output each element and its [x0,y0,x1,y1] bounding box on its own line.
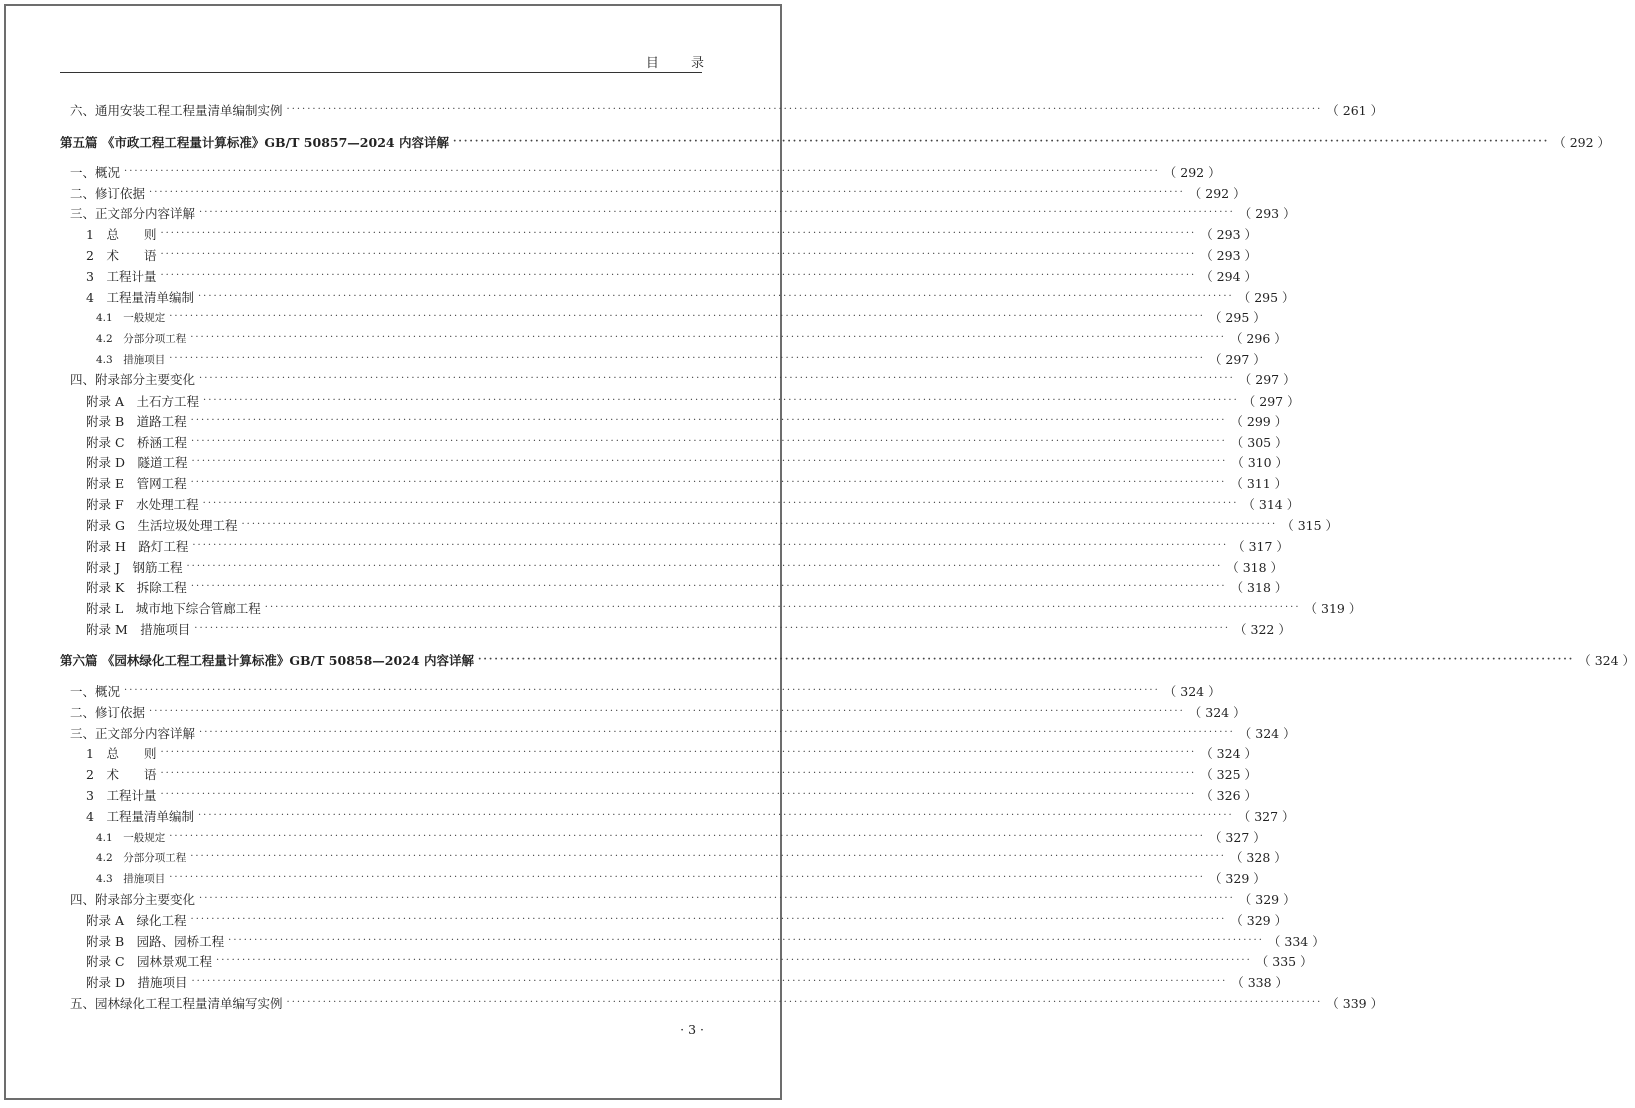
toc-leader-dots: ········································································································································································································ [160,789,1197,800]
toc-entry-page: （ 338 ） [1231,975,1289,990]
toc-leader-dots: ········································································································································································································ [190,581,1227,592]
toc-entry-page: （ 329 ） [1238,892,1296,907]
toc-leader-dots: ········································································································································································································ [191,456,1228,467]
toc-entry-title: 附录 E 管网工程 [86,476,187,491]
toc-entry-title: 3 工程计量 [86,269,157,284]
toc-entry-page: （ 328 ） [1229,850,1287,865]
toc-entry-title: 二、修订依据 [70,705,146,720]
toc-entry-page: （ 329 ） [1208,871,1266,886]
toc-entry[interactable] [0,785,1258,805]
toc-entry[interactable] [0,577,1288,597]
toc-entry-title: 附录 D 隧道工程 [86,455,188,470]
toc-entry[interactable] [0,557,1284,577]
toc-entry[interactable] [0,889,1296,909]
toc-entry-page: （ 327 ） [1237,809,1295,824]
toc-leader-dots: ········································································································································································································ [192,540,1229,551]
toc-entry-title: 4.3 措施项目 [96,353,166,366]
toc-entry-title: 附录 K 拆除工程 [86,580,187,595]
toc-entry-page: （ 324 ） [1200,746,1258,761]
toc-entry-page: （ 297 ） [1208,352,1266,367]
toc-entry[interactable] [0,743,1258,763]
toc-entry-title: 3 工程计量 [86,788,157,803]
toc-entry-page: （ 318 ） [1226,560,1284,575]
toc-entry[interactable] [0,993,1384,1013]
toc-entry-title: 附录 H 路灯工程 [86,539,189,554]
toc-entry-page: （ 310 ） [1231,455,1289,470]
toc-entry-page: （ 319 ） [1304,601,1362,616]
toc-entry-title: 2 术 语 [86,248,157,263]
toc-entry-page: （ 327 ） [1208,830,1266,845]
toc-entry[interactable] [0,764,1258,784]
toc-entry-title: 4.2 分部分项工程 [96,851,187,864]
toc-leader-dots: ········································································································································································································ [186,561,1223,572]
toc-leader-dots: ········································································································································································································ [228,935,1264,946]
toc-entry[interactable] [0,266,1258,286]
toc-entry[interactable] [0,328,1287,348]
toc-entry[interactable] [0,473,1288,493]
toc-entry[interactable] [0,287,1295,307]
toc-entry-title: 附录 C 园林景观工程 [86,954,213,969]
toc-entry-title: 4.3 措施项目 [96,872,166,885]
toc-leader-dots: ········································································································································································································ [160,747,1197,758]
toc-leader-dots: ········································································································································································································ [160,270,1197,281]
toc-entry-title: 四、附录部分主要变化 [70,892,196,907]
toc-entry-page: （ 305 ） [1230,435,1288,450]
toc-entry-page: （ 317 ） [1232,539,1289,554]
toc-leader-dots: ········································································································································································································ [190,914,1227,925]
toc-entry[interactable] [0,806,1295,826]
toc-entry-title: 附录 F 水处理工程 [86,497,199,512]
toc-entry[interactable] [0,681,1221,701]
toc-entry-title: 三、正文部分内容详解 [70,206,196,221]
toc-entry[interactable] [0,100,1384,120]
toc-leader-dots: ········································································································································································································ [477,654,1575,665]
toc-entry-page: （ 334 ） [1267,934,1325,949]
toc-entry-page: （ 329 ） [1230,913,1288,928]
toc-leader-dots: ········································································································································································································ [190,332,1226,343]
toc-entry-title: 三、正文部分内容详解 [70,726,196,741]
toc-entry[interactable] [0,598,1362,618]
toc-entry[interactable] [0,494,1300,514]
toc-leader-dots: ········································································································································································································ [197,291,1234,302]
toc-entry[interactable] [0,827,1266,847]
toc-entry-title: 二、修订依据 [70,186,146,201]
toc-entry[interactable] [0,349,1266,369]
toc-entry-title: 附录 M 措施项目 [86,622,191,637]
toc-entry-page: （ 295 ） [1208,310,1266,325]
toc-entry-page: （ 339 ） [1326,996,1384,1011]
toc-leader-dots: ········································································································································································································ [191,436,1227,447]
toc-entry[interactable] [0,515,1339,535]
toc-entry-title: 一、概况 [70,684,121,699]
toc-entry[interactable] [0,224,1258,244]
toc-leader-dots: ········································································································································································································ [190,477,1227,488]
toc-leader-dots: ········································································································································································································ [203,395,1239,406]
toc-leader-dots: ········································································································································································································ [124,166,1160,177]
toc-entry-page: （ 293 ） [1238,206,1296,221]
toc-entry-page: （ 324 ） [1188,705,1246,720]
toc-entry-title: 附录 A 绿化工程 [86,913,187,928]
toc-leader-dots: ········································································································································································································ [160,249,1197,260]
toc-entry[interactable] [0,162,1221,182]
toc-entry-title: 4.1 一般规定 [96,311,166,324]
toc-entry-title: 4 工程量清单编制 [86,809,194,824]
toc-entry[interactable] [0,972,1289,992]
toc-leader-dots: ········································································································································································································ [160,768,1197,779]
toc-leader-dots: ········································································································································································································ [216,955,1252,966]
toc-entry-title: 四、附录部分主要变化 [70,372,196,387]
toc-leader-dots: ········································································································································································································ [169,872,1205,883]
toc-entry[interactable] [0,619,1291,639]
toc-leader-dots: ········································································································································································································ [199,207,1235,218]
toc-entry[interactable] [0,536,1289,556]
toc-entry-title: 附录 L 城市地下综合管廊工程 [86,601,261,616]
toc-leader-dots: ········································································································································································································ [199,727,1235,738]
toc-entry[interactable] [0,723,1296,743]
toc-leader-dots: ········································································································································································································ [191,976,1228,987]
toc-leader-dots: ········································································································································································································ [202,498,1239,509]
toc-entry-page: （ 325 ） [1200,767,1258,782]
toc-entry-title: 附录 B 道路工程 [86,414,187,429]
toc-entry-title: 4.1 一般规定 [96,831,166,844]
toc-entry-title: 六、通用安装工程工程量清单编制实例 [70,103,283,118]
toc-entry-page: （ 335 ） [1255,954,1313,969]
toc-entry-page: （ 294 ） [1200,269,1258,284]
toc-entry-title: 附录 G 生活垃圾处理工程 [86,518,238,533]
toc-entry[interactable] [0,650,1635,670]
toc-leader-dots: ········································································································································································································ [452,136,1550,147]
toc-entry-page: （ 324 ） [1163,684,1221,699]
toc-entry-page: （ 314 ） [1242,497,1300,512]
toc-leader-dots: ········································································································································································································ [190,851,1226,862]
toc-entry[interactable] [0,391,1300,411]
toc-leader-dots: ········································································································································································································ [160,228,1197,239]
toc-leader-dots: ········································································································································································································ [169,311,1205,322]
toc-entry-title: 第六篇 《园林绿化工程工程量计算标准》GB/T 50858—2024 内容详解 [60,653,474,668]
toc-entry[interactable] [0,183,1246,203]
toc-leader-dots: ········································································································································································································ [286,104,1323,115]
header-title: 目 录 [645,56,718,71]
toc-entry[interactable] [0,868,1266,888]
toc-entry-page: （ 292 ） [1553,135,1611,150]
toc-entry[interactable] [0,847,1287,867]
toc-entry-page: （ 261 ） [1326,103,1384,118]
toc-entry-title: 附录 B 园路、园桥工程 [86,934,225,949]
toc-entry-page: （ 324 ） [1578,653,1635,668]
toc-leader-dots: ········································································································································································································ [169,353,1205,364]
toc-entry-page: （ 318 ） [1230,580,1288,595]
toc-entry-title: 附录 A 土石方工程 [86,394,200,409]
toc-entry[interactable] [0,910,1288,930]
toc-entry-page: （ 296 ） [1229,331,1287,346]
toc-entry-page: （ 293 ） [1200,227,1258,242]
toc-entry-title: 第五篇 《市政工程工程量计算标准》GB/T 50857—2024 内容详解 [60,135,449,150]
toc-entry-title: 4.2 分部分项工程 [96,332,187,345]
toc-leader-dots: ········································································································································································································ [190,415,1227,426]
toc-leader-dots: ········································································································································································································ [241,519,1278,530]
toc-entry-title: 1 总 则 [86,746,157,761]
toc-leader-dots: ········································································································································································································ [169,831,1205,842]
toc-entry-title: 2 术 语 [86,767,157,782]
toc-entry[interactable] [0,702,1246,722]
toc-entry-page: （ 326 ） [1200,788,1258,803]
toc-entry[interactable] [0,951,1313,971]
toc-leader-dots: ········································································································································································································ [264,602,1301,613]
toc-entry-page: （ 295 ） [1237,290,1295,305]
toc-leader-dots: ········································································································································································································ [197,810,1234,821]
toc-entry-title: 4 工程量清单编制 [86,290,194,305]
toc-entry-title: 五、园林绿化工程工程量清单编写实例 [70,996,283,1011]
toc-entry-page: （ 297 ） [1238,372,1296,387]
toc-entry-page: （ 311 ） [1230,476,1288,491]
toc-entry-title: 1 总 则 [86,227,157,242]
toc-entry-page: （ 324 ） [1238,726,1296,741]
toc-entry-page: （ 299 ） [1230,414,1288,429]
toc-entry[interactable] [0,432,1288,452]
toc-entry[interactable] [0,132,1611,152]
toc-entry[interactable] [0,452,1289,472]
toc-entry[interactable] [0,931,1325,951]
toc-entry-page: （ 293 ） [1200,248,1258,263]
toc-entry-title: 附录 C 桥涵工程 [86,435,188,450]
toc-entry-page: （ 292 ） [1188,186,1246,201]
toc-entry-title: 一、概况 [70,165,121,180]
page-number: · 3 · [680,1022,704,1037]
toc-entry[interactable] [0,411,1288,431]
toc-entry[interactable] [0,307,1266,327]
toc-leader-dots: ········································································································································································································ [149,706,1185,717]
toc-leader-dots: ········································································································································································································ [194,623,1231,634]
toc-entry[interactable] [0,369,1296,389]
toc-entry-page: （ 292 ） [1163,165,1221,180]
toc-entry-title: 附录 J 钢筋工程 [86,560,183,575]
toc-entry[interactable] [0,203,1296,223]
toc-entry[interactable] [0,245,1258,265]
toc-entry-page: （ 322 ） [1234,622,1291,637]
toc-entry-title: 附录 D 措施项目 [86,975,188,990]
toc-leader-dots: ········································································································································································································ [199,893,1235,904]
toc-entry-page: （ 315 ） [1281,518,1339,533]
toc-leader-dots: ········································································································································································································ [124,685,1160,696]
toc-leader-dots: ········································································································································································································ [199,373,1235,384]
toc-entry-page: （ 297 ） [1242,394,1300,409]
toc-leader-dots: ········································································································································································································ [149,187,1185,198]
toc-leader-dots: ········································································································································································································ [286,997,1323,1008]
